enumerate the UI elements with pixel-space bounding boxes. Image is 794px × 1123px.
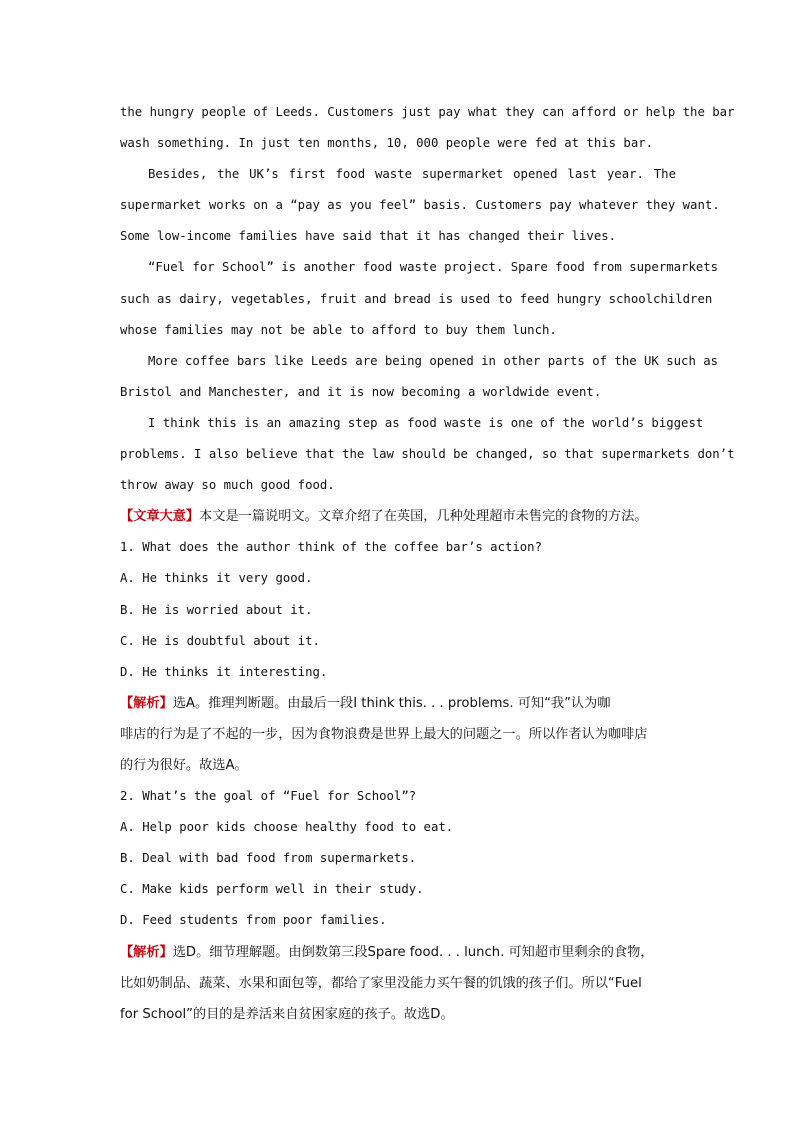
analysis-line (120, 688, 676, 719)
document-content (120, 97, 735, 1030)
analysis-line: for School”的目的是养活来自贫困家庭的孩子。故选D。 (120, 1006, 454, 1022)
passage-line: wash something. In just ten months, 10, 000 people were fed at this bar. (120, 136, 654, 151)
analysis-tag: 【解析】 (120, 695, 173, 711)
analysis-line: 啡店的行为是了不起的一步，因为食物浪费是世界上最大的问题之一。所以作者认为咖啡店 (120, 726, 648, 742)
summary-line (120, 501, 676, 532)
option-a: A. Help poor kids choose healthy food to eat. (120, 820, 454, 835)
analysis-line (120, 937, 676, 968)
passage-line: the hungry people of Leeds. Customers just pay what they can afford or help the bar (120, 105, 735, 119)
passage-line: Besides, the UK’s first food waste supermarket opened last year. The (148, 167, 676, 182)
passage-line: “Fuel for School” is another food waste project. Spare food from supermarkets (148, 260, 719, 275)
question-1: 1. What does the author think of the coffee bar’s action? (120, 540, 542, 555)
passage-line: supermarket works on a “pay as you feel” basis. Customers pay whatever they want. (120, 198, 720, 213)
option-c: C. He is doubtful about it. (120, 633, 320, 648)
analysis-line: 比如奶制品、蔬菜、水果和面包等，都给了家里没能力买午餐的饥饿的孩子们。所以“Fuel (120, 975, 642, 991)
passage-line: throw away so much good food. (120, 478, 335, 493)
question-2: 2. What’s the goal of “Fuel for School”? (120, 789, 417, 804)
summary-text: 本文是一篇说明文。文章介绍了在英国，几种处理超市未售完的食物的方法。 (199, 509, 648, 525)
passage-line: I think this is an amazing step as food waste is one of the world’s biggest (148, 415, 704, 430)
analysis-line: 的行为很好。故选A。 (120, 757, 248, 773)
passage-line: such as dairy, vegetables, fruit and bread is used to feed hungry schoolchildren (120, 291, 713, 306)
passage-line: problems. I also believe that the law should be changed, so that supermarkets don’t (120, 447, 735, 462)
analysis-text: 选A。推理判断题。由最后一段I think this. . . problems. 可知“我”认为咖 (172, 695, 611, 711)
option-a: A. He thinks it very good. (120, 571, 313, 586)
option-c: C. Make kids perform well in their study. (120, 882, 424, 897)
analysis-text: 选D。细节理解题。由倒数第三段Spare food. . . lunch. 可知超市里剩余的食物， (172, 944, 654, 960)
option-b: B. Deal with bad food from supermarkets. (120, 851, 417, 866)
summary-tag: 【文章大意】 (120, 509, 200, 525)
option-b: B. He is worried about it. (120, 602, 313, 617)
passage-line: whose families may not be able to afford to buy them lunch. (120, 322, 557, 337)
option-d: D. Feed students from poor families. (120, 913, 387, 928)
analysis-tag: 【解析】 (120, 944, 173, 960)
passage-line: More coffee bars like Leeds are being opened in other parts of the UK such as (148, 353, 719, 368)
option-d: D. He thinks it interesting. (120, 664, 328, 679)
passage-line: Some low-income families have said that it has changed their lives. (120, 229, 617, 244)
passage-line: Bristol and Manchester, and it is now becoming a worldwide event. (120, 384, 602, 399)
